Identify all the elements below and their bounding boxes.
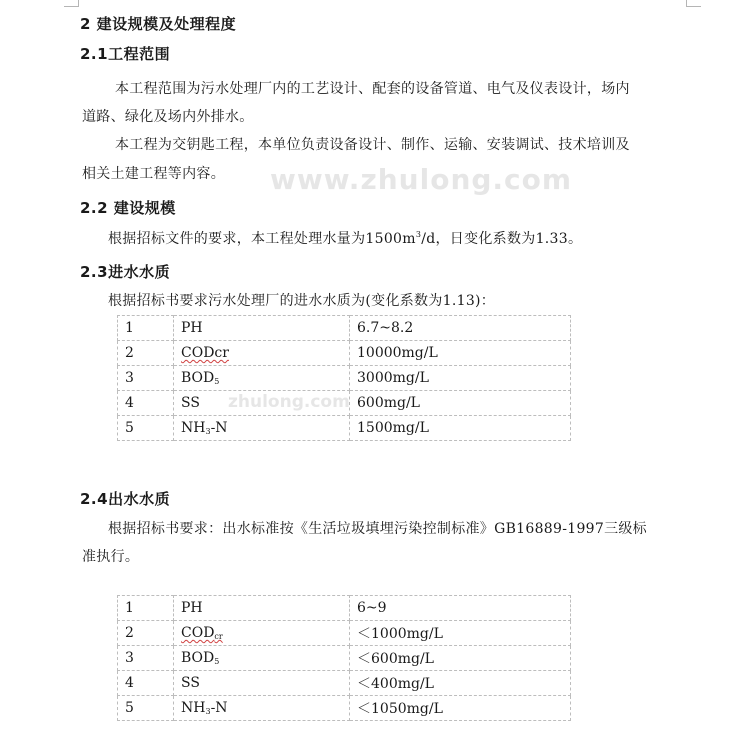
item-name: PH <box>181 320 203 336</box>
section-2-1-para1-line2: 道路、绿化及场内外排水。 <box>82 109 254 125</box>
item-value: 600mg/L <box>350 391 571 416</box>
item-name-cell <box>174 646 350 671</box>
item-value: ＜1050mg/L <box>350 696 571 721</box>
section-2-2-text <box>108 228 582 248</box>
section-2-1-para2-line1: 本工程为交钥匙工程，本单位负责设备设计、制作、运输、安装调试、技术培训及 <box>115 137 630 153</box>
section-2-4-heading: 2.4出水水质 <box>80 490 171 508</box>
item-value: 6.7~8.2 <box>350 316 571 341</box>
item-name-cell <box>174 341 350 366</box>
page-corner-mark-right <box>686 0 701 7</box>
item-subscript: 3 <box>205 427 211 436</box>
item-name: CODcr <box>181 345 229 361</box>
item-name: SS <box>181 675 200 691</box>
effluent-row <box>118 596 571 621</box>
item-subscript: 3 <box>205 707 211 716</box>
item-value: 3000mg/L <box>350 366 571 391</box>
item-name: NH <box>181 420 206 436</box>
item-suffix: -N <box>210 700 228 716</box>
row-number: 2 <box>118 341 174 366</box>
watermark-small: zhulong.com <box>228 392 350 412</box>
effluent-row <box>118 646 571 671</box>
section-title: 2 建设规模及处理程度 <box>80 15 237 33</box>
item-subscript: 5 <box>214 657 220 666</box>
item-name-cell <box>174 316 350 341</box>
effluent-row <box>118 621 571 646</box>
item-name: BOD <box>181 370 215 386</box>
effluent-row <box>118 671 571 696</box>
item-name-cell <box>174 621 350 646</box>
page-corner-mark-left <box>64 0 79 7</box>
item-value: ＜1000mg/L <box>350 621 571 646</box>
section-2-1-para2-line2: 相关土建工程等内容。 <box>82 166 225 182</box>
influent-row <box>118 416 571 441</box>
section-2-3-heading: 2.3进水水质 <box>80 263 171 281</box>
item-value: 1500mg/L <box>350 416 571 441</box>
effluent-row <box>118 696 571 721</box>
item-name: NH <box>181 700 206 716</box>
item-name: BOD <box>181 650 215 666</box>
influent-row <box>118 316 571 341</box>
row-number: 4 <box>118 671 174 696</box>
section-2-2-heading: 2.2 建设规模 <box>80 199 176 217</box>
section-2-2-text-before: 根据招标文件的要求，本工程处理水量为1500m <box>108 231 416 247</box>
row-number: 1 <box>118 596 174 621</box>
row-number: 4 <box>118 391 174 416</box>
item-name-cell <box>174 596 350 621</box>
item-value: 6~9 <box>350 596 571 621</box>
section-2-3-intro: 根据招标书要求污水处理厂的进水水质为(变化系数为1.13)： <box>108 293 496 309</box>
section-2-4-line2: 准执行。 <box>82 549 140 565</box>
item-name-cell <box>174 366 350 391</box>
row-number: 1 <box>118 316 174 341</box>
section-2-1-heading: 2.1工程范围 <box>80 45 171 63</box>
watermark-large: www.zhulong.com <box>270 163 573 196</box>
section-2-1-para1-line1: 本工程范围为污水处理厂内的工艺设计、配套的设备管道、电气及仪表设计，场内 <box>115 81 630 97</box>
item-suffix: -N <box>210 420 228 436</box>
row-number: 2 <box>118 621 174 646</box>
row-number: 3 <box>118 646 174 671</box>
item-name-cell <box>174 416 350 441</box>
influent-row <box>118 366 571 391</box>
section-2-2-text-sup: 3 <box>415 230 422 239</box>
item-value: ＜400mg/L <box>350 671 571 696</box>
influent-quality-table <box>117 315 571 441</box>
item-name: SS <box>181 395 200 411</box>
row-number: 5 <box>118 416 174 441</box>
item-value: ＜600mg/L <box>350 646 571 671</box>
item-name-cell <box>174 696 350 721</box>
influent-row <box>118 341 571 366</box>
item-name-cell <box>174 391 350 416</box>
item-name: PH <box>181 600 203 616</box>
row-number: 5 <box>118 696 174 721</box>
section-2-4-line1: 根据招标书要求：出水标准按《生活垃圾填埋污染控制标准》GB16889-1997三级标 <box>108 521 647 537</box>
item-value: 10000mg/L <box>350 341 571 366</box>
item-subscript: cr <box>214 632 223 641</box>
item-subscript: 5 <box>214 377 220 386</box>
effluent-quality-table <box>117 595 571 721</box>
item-name: COD <box>181 625 215 641</box>
row-number: 3 <box>118 366 174 391</box>
item-name-cell <box>174 671 350 696</box>
influent-row <box>118 391 571 416</box>
section-2-2-text-after: /d，日变化系数为1.33。 <box>421 231 583 247</box>
